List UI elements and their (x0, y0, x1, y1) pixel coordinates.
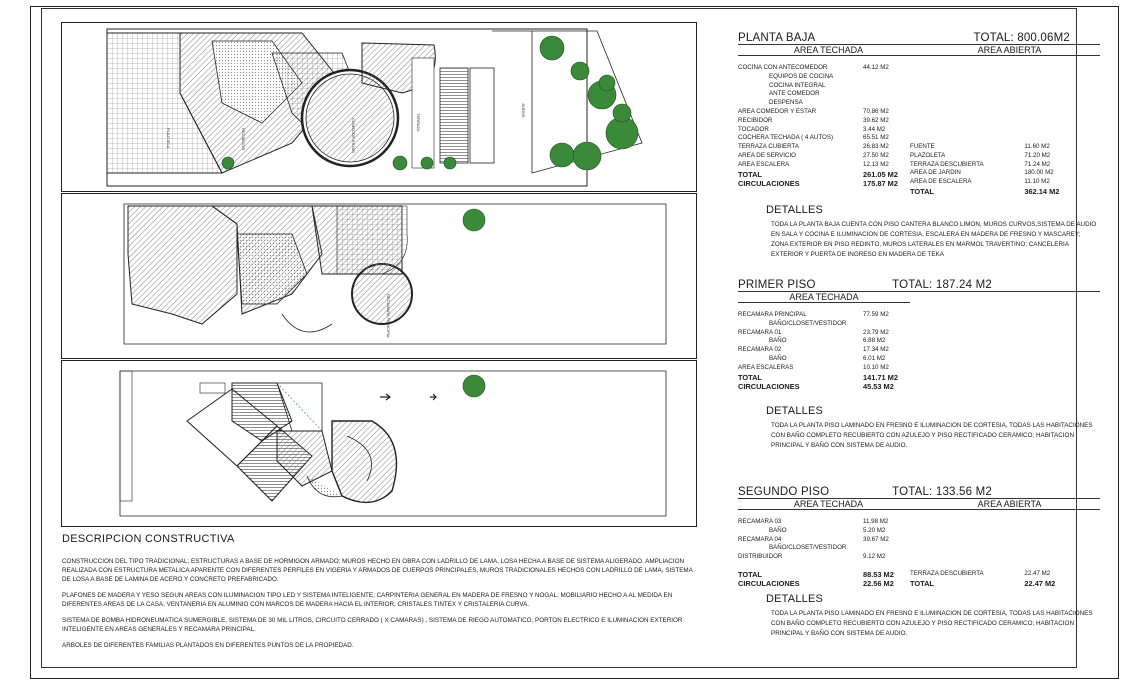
panel-segundo-piso (738, 486, 1100, 639)
table-row: TERRAZA DESCUBIERTA 71.24 M2 (910, 160, 1051, 168)
section-total: TOTAL: 187.24 M2 (892, 279, 992, 291)
table-row: ANTE COMEDOR (769, 90, 820, 98)
desc-paragraph: PLAFONES DE MADERA Y YESO SEGUN AREAS CON ILUMINACION TIPO LED Y SISTEMA INTELIGENTE; CARPINTERIA GENERAL EN MADERA DE FRESNO Y NOGAL; MOBILIARIO HECHO A AL MEDIDA EN DIFERENTES AREAS DE LA CASA; VENTANERIA EN ALUMINIO CON MARCOS DE MADERA HACIA EL INTERIOR, CRISTALES TINTEX Y CRISTALERIA CURVA. (62, 592, 673, 608)
descripcion-constructiva (62, 535, 702, 657)
table-row: PLAZOLETA 71.20 M2 (910, 151, 1051, 159)
detalles-title: DETALLES (766, 592, 824, 605)
table-row: AREA COMEDOR Y ESTAR 70.86 M2 (738, 107, 889, 115)
floorplan-first-floor-drawing (62, 194, 698, 360)
plan-segundo-piso (61, 360, 697, 527)
sub-left: AREA TECHADA (793, 45, 864, 55)
desc-title: DESCRIPCION CONSTRUCTIVA (62, 533, 235, 545)
section-total: TOTAL: 800.06M2 (973, 32, 1070, 44)
table-row: FUENTE 11.60 M2 (910, 143, 1050, 150)
table-row: DESPENSA (769, 99, 803, 107)
section-title: SEGUNDO PISO (738, 486, 830, 498)
abierta-list (910, 64, 1070, 196)
table-row: RECAMARA 04 39.67 M2 (738, 535, 889, 543)
label-jardin: JARDIN (521, 103, 526, 118)
techada-list (738, 64, 910, 196)
table-row: BAÑO/CLOSET/VESTIDOR (769, 544, 847, 552)
section-total: TOTAL: 133.56 M2 (892, 486, 992, 498)
sub-header (738, 45, 1100, 56)
techada-list (738, 311, 910, 391)
total-row: TOTAL 261.05 M2 (738, 169, 898, 179)
table-row: AREA ESCALERA 12.13 M2 (738, 160, 889, 168)
table-row: BAÑO 5.20 M2 (769, 526, 886, 534)
detalles-text: TODA LA PLANTA BAJA CUENTA CON PISO CANTERA BLANCO LIMON, MUROS CURVOS,SISTEMA DE AUDIO EN SALA Y COCINA E ILUMINACION DE CORTESIA, ESCALERA EN MADERA DE FRESNO Y MASCAREY; ZONA EXTERIOR EN PISO REDINTO, MUROS LATERALES EN MARMOL TRAVERTINO; CANCELERIA EXTERIOR Y PUERTA DE INGRESO EN MADERA DE TEKA (771, 221, 1097, 259)
total-row: TOTAL 88.53 M2 (738, 569, 894, 579)
total-row: TOTAL 141.71 M2 (738, 372, 898, 382)
plan-primer-piso (61, 193, 697, 359)
section-header (738, 279, 1100, 292)
table-row: TERRAZA CUBIERTA 26.83 M2 (738, 143, 889, 151)
label-recamara: RECAMARA PRINCIPAL (386, 294, 391, 339)
table-row: RECIBIDOR 39.62 M2 (738, 116, 889, 124)
sub-right: AREA ABIERTA (977, 499, 1042, 509)
desc-paragraph: CONSTRUCCION DEL TIPO TRADICIONAL; ESTRUCTURAS A BASE DE HORMIGON ARMADO; MUROS HECHO EN OBRA CON LADRILLO DE LAMA, LOSA HECHA A BASE DE SISTEMA ALIGERADO. AMPLIACION REALIZADA CON ESTRUCTURA METALICA APARENTE CON DIFERENTES PERFILES EN VIGERIA Y ARMADOS DE CUERPOS PRINCIPALES, MUROS TRADICIONALES HECHOS CON LADRILLO DE LAMA, SISTEMA DE LOSA A BASE DE LAMINA DE ACERO Y CONCRETO PREFABRICADO. (62, 558, 693, 583)
floorplan-ground-drawing (62, 23, 698, 193)
panel-primer-piso (738, 279, 1100, 451)
table-row: RECAMARA 02 17.34 M2 (738, 346, 889, 354)
section-header (738, 32, 1100, 45)
section-header (738, 486, 1100, 499)
abierta-list (910, 518, 1070, 589)
table-row: BAÑO 6.88 M2 (769, 337, 886, 345)
sub-left: AREA TECHADA (789, 292, 859, 302)
table-row: RECAMARA PRINCIPAL 77.59 M2 (738, 311, 889, 318)
section-title: PRIMER PISO (738, 279, 816, 291)
label-plazuela: PLAZUELA (166, 128, 171, 149)
plan-planta-baja (61, 22, 697, 192)
techada-list (738, 518, 910, 589)
label-recibidor: RECIBIDOR (241, 128, 246, 151)
table-row: COCINA CON ANTECOMEDOR 44.12 M2 (738, 64, 889, 71)
table-row: BAÑO 6.01 M2 (769, 354, 886, 362)
circulaciones-row: CIRCULACIONES 22.56 M2 (738, 579, 894, 589)
table-row: AREA DE JARDIN 180.00 M2 (910, 169, 1054, 177)
desc-paragraph: SISTEMA DE BOMBA HIDRONEUMATICA SUMERGIBLE, SISTEMA DE 30 MIL LITROS, CIRCUITO CERRADO ( X CAMARAS) , SISTEMA DE RIEGO AUTOMATICO, PORTON ELECTRICO E ILUMINACION EXTERIOR INTELIGENTE EN AREAS GENERALES Y RECAMARA PRINCIPAL. (62, 617, 683, 633)
table-row: RECAMARA 01 23.79 M2 (738, 328, 889, 336)
table-row: COCINA INTEGRAL (769, 81, 826, 89)
sub-left: AREA TECHADA (793, 499, 864, 509)
table-row: AREA DE SERVICIO 27.50 M2 (738, 151, 889, 159)
circulaciones-row: CIRCULACIONES 175.87 M2 (738, 178, 898, 188)
label-comedor: COMEDOR ESTAR (351, 118, 356, 154)
table-row: TERRAZA DESCUBIERTA 22.47 M2 (910, 570, 1051, 577)
sub-right: AREA ABIERTA (977, 45, 1042, 55)
total-row: TOTAL 22.47 M2 (910, 578, 1056, 588)
detalles-title: DETALLES (766, 405, 824, 418)
total-row: TOTAL 362.14 M2 (910, 186, 1060, 196)
table-row: TOCADOR 3.44 M2 (738, 125, 886, 133)
sub-header (738, 499, 1100, 510)
detalles-title: DETALLES (766, 204, 824, 217)
label-terraza: TERRAZA (416, 113, 421, 132)
table-row: AREA DE ESCALERA 11.10 M2 (910, 178, 1050, 186)
table-row: COCHERA TECHADA ( 4 AUTOS) 65.51 M2 (738, 134, 889, 142)
sub-header (738, 292, 910, 303)
circulaciones-row: CIRCULACIONES 45.53 M2 (738, 381, 894, 391)
table-row: BAÑO/CLOSET/VESTIDOR (769, 319, 847, 327)
desc-paragraph: ARBOLES DE DIFERENTES FAMILIAS PLANTADOS EN DIFERENTES PUNTOS DE LA PROPIEDAD. (62, 642, 354, 649)
table-row: AREA ESCALERAS 10.10 M2 (738, 363, 889, 371)
table-row: RECAMARA 03 11.98 M2 (738, 518, 889, 525)
detalles-text: TODA LA PLANTA PISO LAMINADO EN FRESNO E ILUMINACION DE CORTESIA, TODAS LAS HABITACIONES CON BAÑO COMPLETO RECUBIERTO CON AZULEJO Y PISO RECTIFICADO CERAMICO; HABITACION PRINCIPAL Y BAÑO CON SISTEMA DE AUDIO. (771, 422, 1093, 450)
detalles-text: TODA LA PLANTA PISO LAMINADO EN FRESNO E ILUMINACION DE CORTESIA, TODAS LAS HABITACIONES CON BAÑO COMPLETO RECUBIERTO CON AZULEJO Y PISO RECTIFICADO CERAMICO; HABITACION PRINCIPAL Y BAÑO CON SISTEMA DE AUDIO. (771, 609, 1093, 637)
floorplan-second-floor-drawing (62, 361, 698, 528)
table-row: EQUIPOS DE COCINA (769, 72, 834, 80)
section-title: PLANTA BAJA (738, 32, 816, 44)
table-row: DISTRIBUIDOR 9.12 M2 (738, 553, 886, 561)
panel-planta-baja (738, 32, 1100, 260)
